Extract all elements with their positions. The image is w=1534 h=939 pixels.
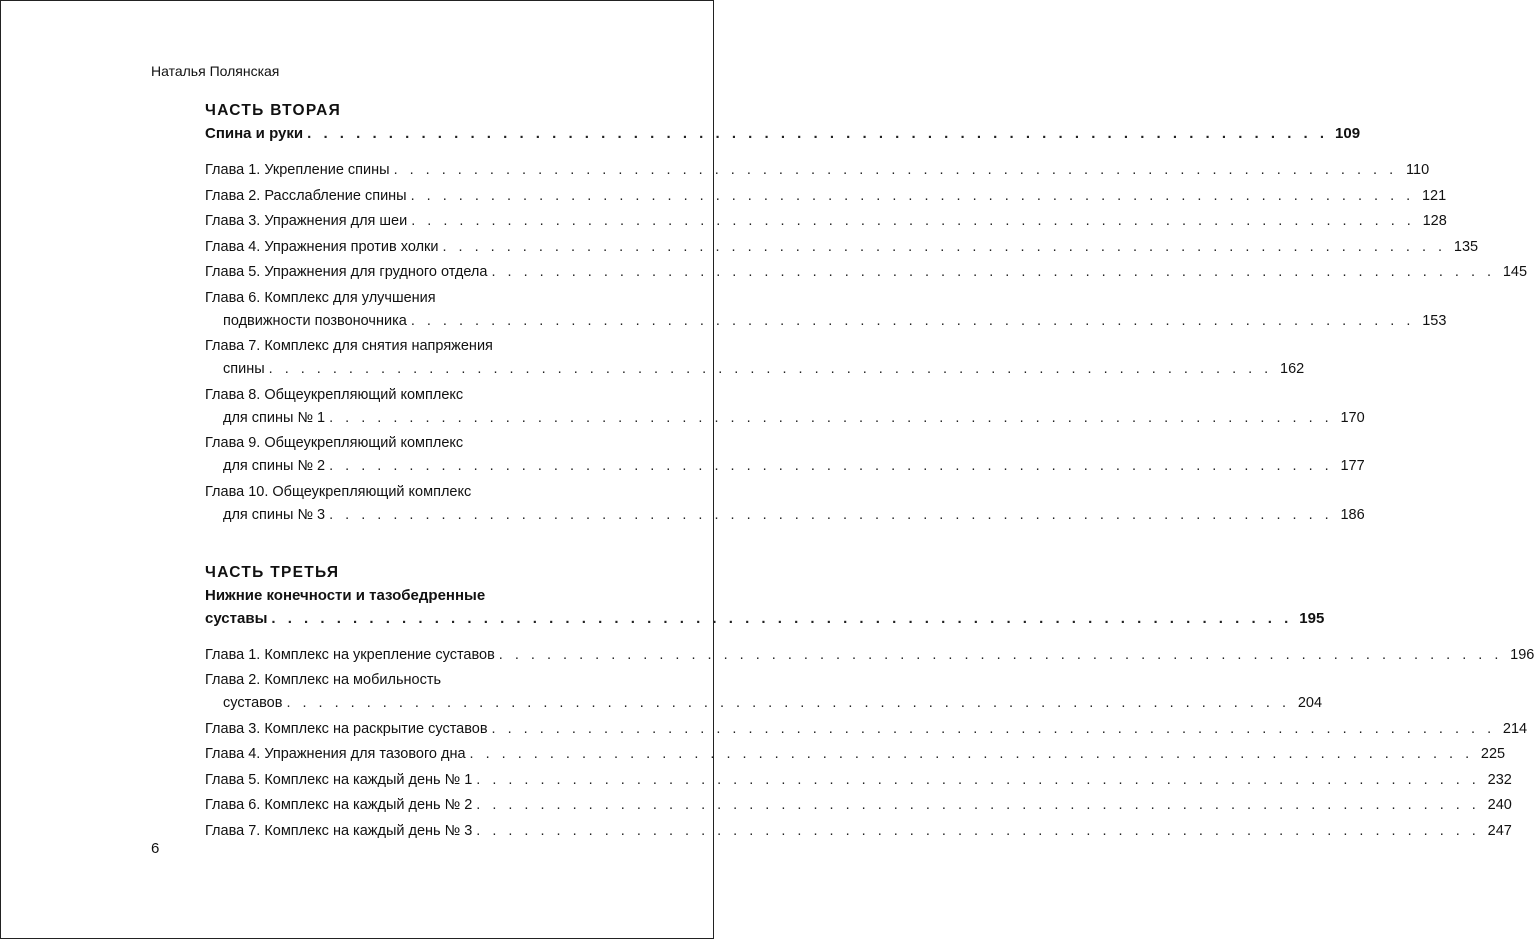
dot-leader: . . . . . . . . . . . . . . . . . . . . . . . . . . . . . . . . . . . . . . . . . . . . . . . . . . . . . . . . . . . . . . . xyxy=(329,458,1333,474)
chapter-entry[interactable] xyxy=(205,769,1512,792)
chapter-title: подвижности позвоночника xyxy=(223,312,407,329)
chapter-row xyxy=(205,358,1305,381)
chapter-title: Глава 1. Комплекс на укрепление суставов xyxy=(205,646,495,663)
chapter-title: Глава 6. Комплекс на каждый день № 2 xyxy=(205,797,473,813)
chapter-row xyxy=(205,718,1528,741)
part-two xyxy=(205,100,1528,527)
chapter-row xyxy=(205,407,1365,430)
chapter-title: Глава 3. Упражнения для шеи xyxy=(205,213,408,229)
section-entry[interactable] xyxy=(205,607,1325,630)
dot-leader: . . . . . . . . . . . . . . . . . . . . . . . . . . . . . . . . . . . . . . . . . . . . . . . . . . . . . . . . . . . . . . . xyxy=(329,506,1333,523)
chapter-entry[interactable] xyxy=(205,287,1447,333)
chapter-title: Глава 2. Расслабление спины xyxy=(205,187,407,204)
chapter-title-line: Глава 7. Комплекс для снятия напряжения xyxy=(205,338,493,354)
dot-leader: . . . . . . . . . . . . . . . . . . . . . . . . . . . . . . . . . . . . . . . . . . . . . . . . . . . . . . . . . . . . . . . xyxy=(393,162,1398,178)
chapter-entry[interactable] xyxy=(205,481,1365,527)
chapter-page: 196 xyxy=(1510,646,1534,663)
chapter-row xyxy=(205,310,1447,333)
chapter-page: 232 xyxy=(1487,771,1512,788)
section-entry[interactable] xyxy=(205,122,1361,145)
chapter-entry[interactable] xyxy=(205,384,1365,430)
chapter-page: 186 xyxy=(1340,506,1365,523)
part-three xyxy=(205,562,1534,843)
chapter-page: 128 xyxy=(1422,213,1447,229)
part-heading: ЧАСТЬ ТРЕТЬЯ xyxy=(205,563,340,581)
chapter-row xyxy=(205,769,1512,792)
chapter-row xyxy=(205,794,1512,817)
chapter-page: 177 xyxy=(1340,458,1365,474)
chapter-title-line: Глава 2. Комплекс на мобильность xyxy=(205,672,442,688)
dot-leader: . . . . . . . . . . . . . . . . . . . . . . . . . . . . . . . . . . . . . . . . . . . . . . . . . . . . . . . . . . . . . . . xyxy=(498,646,1503,663)
chapter-row xyxy=(205,236,1479,259)
chapter-row xyxy=(205,743,1506,766)
chapter-page: 247 xyxy=(1487,822,1512,839)
chapter-title: Глава 5. Комплекс на каждый день № 1 xyxy=(205,771,473,788)
chapter-page: 225 xyxy=(1480,746,1506,762)
chapter-title: спины xyxy=(223,361,265,377)
chapter-title: Глава 7. Комплекс на каждый день № 3 xyxy=(205,822,473,839)
chapter-page: 214 xyxy=(1502,720,1528,737)
chapter-row xyxy=(205,504,1365,527)
chapter-title-line: Глава 6. Комплекс для улучшения xyxy=(205,289,436,306)
chapter-row xyxy=(205,210,1447,233)
dot-leader: . . . . . . . . . . . . . . . . . . . . . . . . . . . . . . . . . . . . . . . . . . . . . . . . . . . . . . . . . . . . . . . xyxy=(491,264,1496,280)
dot-leader: . . . . . . . . . . . . . . . . . . . . . . . . . . . . . . . . . . . . . . . . . . . . . . . . . . . . . . . . . . . . . . . xyxy=(268,361,1273,377)
dot-leader: . . . . . . . . . . . . . . . . . . . . . . . . . . . . . . . . . . . . . . . . . . . . . . . . . . . . . . . . . . . . . . . xyxy=(469,746,1474,762)
chapter-page: 153 xyxy=(1422,312,1447,329)
chapter-page: 204 xyxy=(1297,695,1323,711)
chapter-row xyxy=(205,159,1430,182)
chapter-title: для спины № 3 xyxy=(223,506,326,523)
chapter-title: для спины № 2 xyxy=(223,458,326,474)
page-number: 6 xyxy=(151,840,160,857)
dot-leader: . . . . . . . . . . . . . . . . . . . . . . . . . . . . . . . . . . . . . . . . . . . . . . . . . . . . . . . . . . . . . . . xyxy=(442,238,1447,255)
chapter-row xyxy=(205,185,1447,208)
chapter-page: 145 xyxy=(1502,264,1528,280)
dot-leader: . . . . . . . . . . . . . . . . . . . . . . . . . . . . . . . . . . . . . . . . . . . . . . . . . . . . . . . . . . . . . . . xyxy=(271,609,1293,627)
chapter-entry[interactable] xyxy=(205,261,1528,284)
chapter-entry[interactable] xyxy=(205,644,1534,667)
chapter-row xyxy=(205,692,1323,715)
chapter-list xyxy=(205,644,1534,843)
section-title: Спина и руки xyxy=(205,125,304,142)
chapter-title: Глава 3. Комплекс на раскрытие суставов xyxy=(205,720,488,737)
dot-leader: . . . . . . . . . . . . . . . . . . . . . . . . . . . . . . . . . . . . . . . . . . . . . . . . . . . . . . . . . . . . . . . xyxy=(476,822,1480,839)
chapter-page: 121 xyxy=(1421,187,1447,204)
dot-leader: . . . . . . . . . . . . . . . . . . . . . . . . . . . . . . . . . . . . . . . . . . . . . . . . . . . . . . . . . . . . . . . xyxy=(411,213,1415,229)
dot-leader: . . . . . . . . . . . . . . . . . . . . . . . . . . . . . . . . . . . . . . . . . . . . . . . . . . . . . . . . . . . . . . . xyxy=(491,720,1496,737)
chapter-entry[interactable] xyxy=(205,335,1305,381)
section-page: 109 xyxy=(1335,125,1361,142)
chapter-title: Глава 4. Упражнения для тазового дна xyxy=(205,746,466,762)
section-page: 195 xyxy=(1299,609,1325,627)
chapter-entry[interactable] xyxy=(205,794,1512,817)
chapter-entry[interactable] xyxy=(205,718,1528,741)
chapter-row xyxy=(205,455,1365,478)
chapter-title-line: Глава 10. Общеукрепляющий комплекс xyxy=(205,483,472,500)
chapter-entry[interactable] xyxy=(205,236,1479,259)
dot-leader: . . . . . . . . . . . . . . . . . . . . . . . . . . . . . . . . . . . . . . . . . . . . . . . . . . . . . . . . . . . . . . . xyxy=(329,409,1333,426)
dot-leader: . . . . . . . . . . . . . . . . . . . . . . . . . . . . . . . . . . . . . . . . . . . . . . . . . . . . . . . . . . . . . . . xyxy=(286,695,1291,711)
chapter-title-line: Глава 8. Общеукрепляющий комплекс xyxy=(205,386,464,403)
chapter-entry[interactable] xyxy=(205,185,1447,208)
dot-leader: . . . . . . . . . . . . . . . . . . . . . . . . . . . . . . . . . . . . . . . . . . . . . . . . . . . . . . . . . . . . . . . xyxy=(476,797,1480,813)
dot-leader: . . . . . . . . . . . . . . . . . . . . . . . . . . . . . . . . . . . . . . . . . . . . . . . . . . . . . . . . . . . . . . . xyxy=(307,125,1329,142)
table-of-contents xyxy=(205,100,1534,843)
chapter-row xyxy=(205,261,1528,284)
chapter-row xyxy=(205,820,1512,843)
chapter-entry[interactable] xyxy=(205,432,1365,478)
chapter-title: Глава 1. Укрепление спины xyxy=(205,162,390,178)
section-title-line[interactable]: Нижние конечности и тазобедренные xyxy=(205,586,486,604)
running-head: Наталья Полянская xyxy=(151,63,280,79)
chapter-title: Глава 4. Упражнения против холки xyxy=(205,238,439,255)
chapter-list xyxy=(205,159,1528,527)
chapter-entry[interactable] xyxy=(205,210,1447,233)
part-heading: ЧАСТЬ ВТОРАЯ xyxy=(205,102,342,119)
dot-leader: . . . . . . . . . . . . . . . . . . . . . . . . . . . . . . . . . . . . . . . . . . . . . . . . . . . . . . . . . . . . . . . xyxy=(410,312,1415,329)
chapter-title-line: Глава 9. Общеукрепляющий комплекс xyxy=(205,435,464,451)
chapter-entry[interactable] xyxy=(205,669,1323,715)
chapter-page: 110 xyxy=(1406,162,1430,178)
chapter-page: 170 xyxy=(1340,409,1365,426)
section-title: суставы xyxy=(205,609,268,627)
chapter-entry[interactable] xyxy=(205,820,1512,843)
chapter-page: 240 xyxy=(1487,797,1512,813)
chapter-page: 135 xyxy=(1453,238,1479,255)
chapter-title: Глава 5. Упражнения для грудного отдела xyxy=(205,264,488,280)
chapter-title: для спины № 1 xyxy=(223,409,326,426)
chapter-entry[interactable] xyxy=(205,159,1430,182)
dot-leader: . . . . . . . . . . . . . . . . . . . . . . . . . . . . . . . . . . . . . . . . . . . . . . . . . . . . . . . . . . . . . . . xyxy=(476,771,1480,788)
chapter-entry[interactable] xyxy=(205,743,1506,766)
chapter-title: суставов xyxy=(223,695,283,711)
chapter-page: 162 xyxy=(1280,361,1305,377)
dot-leader: . . . . . . . . . . . . . . . . . . . . . . . . . . . . . . . . . . . . . . . . . . . . . . . . . . . . . . . . . . . . . . . xyxy=(410,187,1415,204)
chapter-row xyxy=(205,644,1534,667)
